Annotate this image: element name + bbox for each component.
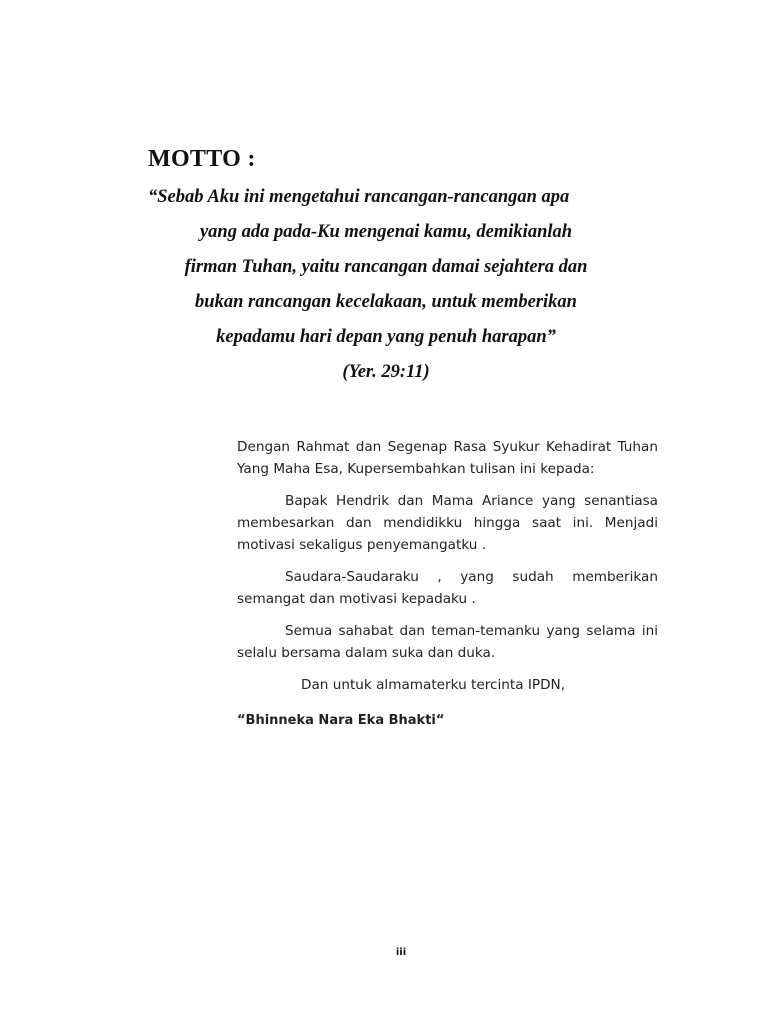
dedication-intro: Dengan Rahmat dan Segenap Rasa Syukur Kehadirat Tuhan Yang Maha Esa, Kupersembahkan tulisan ini kepada: (237, 439, 658, 477)
dedication-friends: Semua sahabat dan teman-temanku yang selama ini selalu bersama dalam suka dan duka. (237, 623, 658, 661)
page-number: iii (395, 947, 407, 958)
institution-motto: “Bhinneka Nara Eka Bhakti“ (237, 713, 445, 728)
quote-line: bukan rancangan kecelakaan, untuk memberikan (195, 292, 577, 312)
quote-line: yang ada pada-Ku mengenai kamu, demikianlah (199, 222, 573, 242)
quote-line: firman Tuhan, yaitu rancangan damai sejahtera dan (184, 257, 588, 277)
bible-quote (148, 185, 624, 395)
quote-line: kepadamu hari depan yang penuh harapan” (216, 327, 556, 347)
dedication-section (237, 436, 658, 732)
quote-line: “Sebab Aku ini mengetahui rancangan-rancangan apa (148, 187, 570, 207)
dedication-alma-mater: Dan untuk almamaterku tercinta IPDN, (301, 677, 566, 693)
quote-reference: (Yer. 29:11) (342, 362, 430, 382)
motto-heading: MOTTO : (148, 146, 256, 172)
dedication-parents: Bapak Hendrik dan Mama Ariance yang senantiasa membesarkan dan mendidikku hingga saat ini. Menjadi motivasi sekaligus penyemangatku . (237, 493, 658, 553)
dedication-siblings: Saudara-Saudaraku , yang sudah memberikan semangat dan motivasi kepadaku . (237, 569, 658, 607)
